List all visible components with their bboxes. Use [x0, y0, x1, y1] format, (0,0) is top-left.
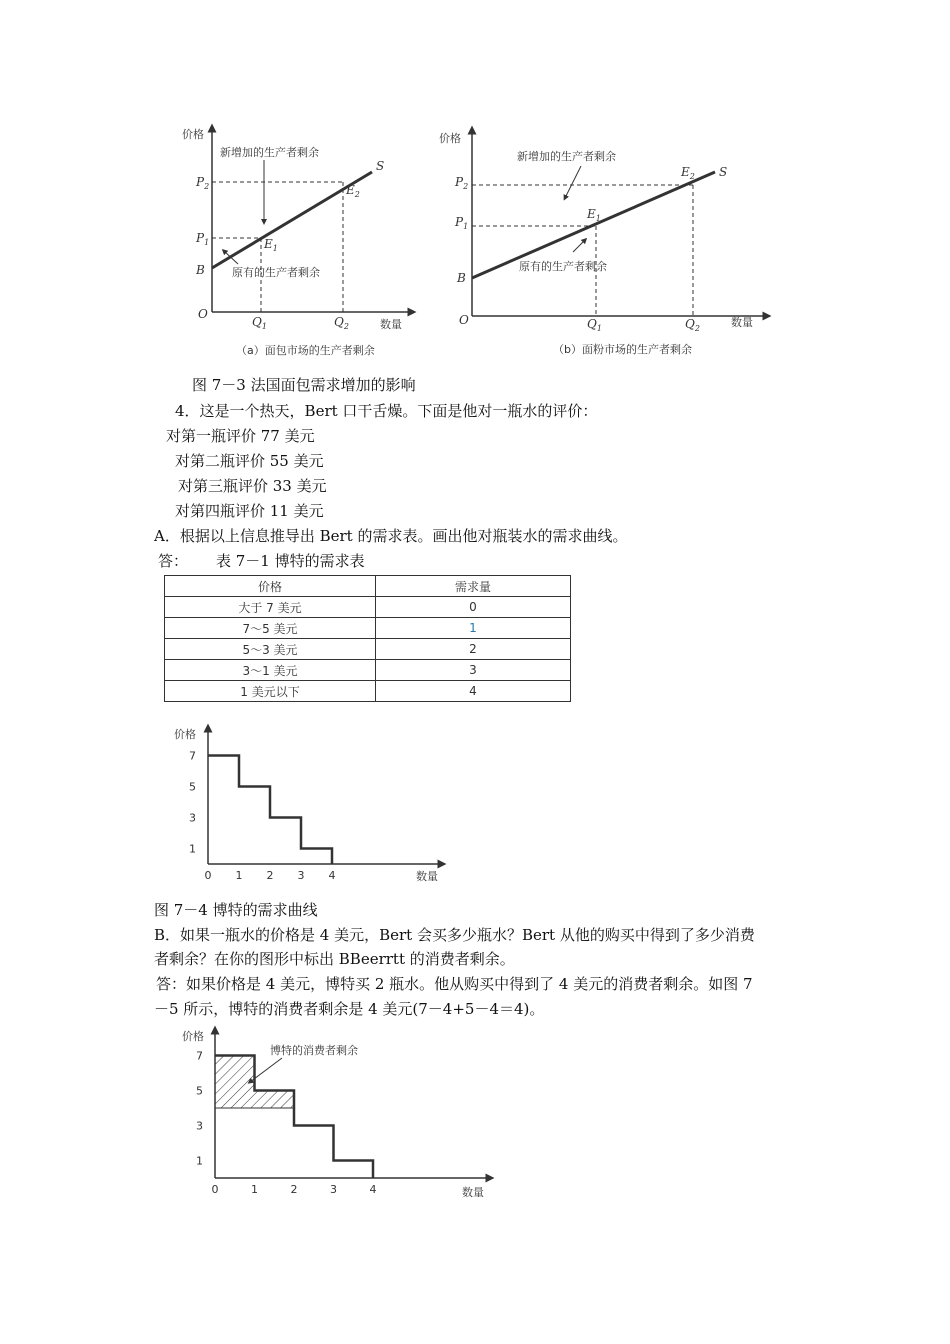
demand-table	[164, 575, 571, 702]
y-tick-label: 1	[196, 1154, 203, 1168]
demand-step-curve	[208, 756, 332, 865]
old-surplus-arrow	[573, 240, 585, 252]
price-cell: 3～1 美元	[165, 660, 376, 681]
e1-label: $E_1$	[587, 207, 601, 223]
x-axis-label: 数量	[416, 870, 438, 883]
header-price: 价格	[165, 576, 376, 597]
x-tick-label: 3	[330, 1183, 337, 1196]
answer-a-label: 答：	[158, 552, 189, 570]
y-tick-label: 3	[189, 811, 196, 825]
quantity-cell: 0	[376, 597, 571, 618]
table-title: 表 7－1 博特的需求表	[216, 552, 365, 570]
y-tick-label: 3	[196, 1119, 203, 1133]
p2-label: $P_2$	[455, 175, 469, 191]
table-row	[165, 639, 571, 660]
q2-label: $Q_2$	[334, 315, 349, 331]
part-b-question-line-2: 者剩余？在你的图形中标出 BBeerrtt 的消费者剩余。	[154, 950, 515, 968]
x-tick-label: 0	[211, 1183, 219, 1196]
y-tick-label: 5	[189, 780, 196, 794]
new-surplus-label: 新增加的生产者剩余	[220, 146, 319, 159]
quantity-cell: 3	[376, 660, 571, 681]
new-surplus-arrow	[565, 166, 581, 198]
y-tick-label: 7	[196, 1049, 203, 1063]
part-b-question-line-1: B．如果一瓶水的价格是 4 美元，Bert 会买多少瓶水？Bert 从他的购买中得到了多少消费	[154, 926, 755, 944]
price-cell: 5～3 美元	[165, 639, 376, 660]
header-quantity: 需求量	[376, 576, 571, 597]
y-axis-label: 价格	[182, 1030, 204, 1043]
answer-b-line-1: 答：如果价格是 4 美元，博特买 2 瓶水。他从购买中得到了 4 美元的消费者剩余。如图 7	[156, 975, 753, 993]
figure-7-4-title: 图 7－4 博特的需求曲线	[154, 901, 318, 919]
figure-7-4-demand-chart	[170, 722, 450, 887]
p1-label: $P_1$	[455, 215, 469, 231]
quantity-cell: 1	[376, 618, 571, 639]
b-label: B	[457, 271, 466, 285]
part-a-question: A．根据以上信息推导出 Bert 的需求表。画出他对瓶装水的需求曲线。	[154, 527, 628, 545]
x-tick-label: 4	[369, 1183, 377, 1196]
table-row	[165, 597, 571, 618]
table-header-row	[165, 576, 571, 597]
y-axis-label: 价格	[182, 128, 204, 141]
new-surplus-label: 新增加的生产者剩余	[517, 150, 616, 163]
q2-label: $Q_2$	[685, 317, 700, 333]
x-axis-label: 数量	[731, 316, 753, 329]
origin-label: O	[198, 307, 208, 321]
valuation-2: 对第二瓶评价 55 美元	[175, 452, 324, 470]
x-tick-label: 1	[251, 1183, 258, 1196]
b-label: B	[196, 263, 205, 277]
figure-7-5-consumer-surplus-chart	[178, 1022, 498, 1202]
e1-label: $E_1$	[264, 237, 278, 253]
panel-a-caption: （a）面包市场的生产者剩余	[236, 344, 375, 357]
table-row	[165, 681, 571, 702]
q1-label: $Q_1$	[252, 315, 267, 331]
question-4-intro: 4．这是一个热天，Bert 口干舌燥。下面是他对一瓶水的评价：	[175, 402, 598, 420]
price-cell: 7～5 美元	[165, 618, 376, 639]
valuation-1: 对第一瓶评价 77 美元	[166, 427, 315, 445]
panel-b-caption: （b）面粉市场的生产者剩余	[553, 343, 692, 356]
quantity-cell: 4	[376, 681, 571, 702]
x-tick-label: 3	[297, 869, 305, 882]
price-cell: 1 美元以下	[165, 681, 376, 702]
surplus-label: 博特的消费者剩余	[270, 1044, 358, 1057]
y-axis-label: 价格	[174, 728, 196, 741]
figure-7-3-panel-b	[435, 120, 775, 365]
x-axis-label: 数量	[380, 318, 402, 331]
figure-7-3-title: 图 7－3 法国面包需求增加的影响	[192, 376, 416, 394]
q1-label: $Q_1$	[587, 317, 602, 333]
table-row	[165, 660, 571, 681]
table-row	[165, 618, 571, 639]
y-tick-label: 1	[189, 842, 196, 856]
old-surplus-label: 原有的生产者剩余	[232, 266, 320, 279]
supply-label: S	[719, 165, 728, 179]
y-tick-label: 7	[189, 749, 196, 763]
origin-label: O	[459, 313, 469, 327]
answer-b-line-2: －5 所示，博特的消费者剩余是 4 美元(7－4+5－4＝4)。	[154, 1000, 545, 1018]
old-surplus-label: 原有的生产者剩余	[519, 260, 607, 273]
figure-7-3-panel-a	[180, 118, 430, 363]
valuation-3: 对第三瓶评价 33 美元	[178, 477, 327, 495]
e2-label: $E_2$	[681, 165, 695, 181]
x-tick-label: 1	[235, 869, 243, 882]
x-tick-label: 2	[266, 869, 274, 882]
valuation-4: 对第四瓶评价 11 美元	[175, 502, 324, 520]
quantity-cell: 2	[376, 639, 571, 660]
x-axis-label: 数量	[462, 1186, 484, 1199]
y-axis-label: 价格	[439, 132, 461, 145]
y-tick-label: 5	[196, 1084, 203, 1098]
e2-label: $E_2$	[346, 183, 360, 199]
price-cell: 大于 7 美元	[165, 597, 376, 618]
x-tick-label: 4	[328, 869, 336, 882]
p1-label: $P_1$	[196, 231, 210, 247]
p2-label: $P_2$	[196, 175, 210, 191]
x-tick-label: 0	[204, 869, 212, 882]
x-tick-label: 2	[290, 1183, 298, 1196]
supply-label: S	[376, 159, 385, 173]
